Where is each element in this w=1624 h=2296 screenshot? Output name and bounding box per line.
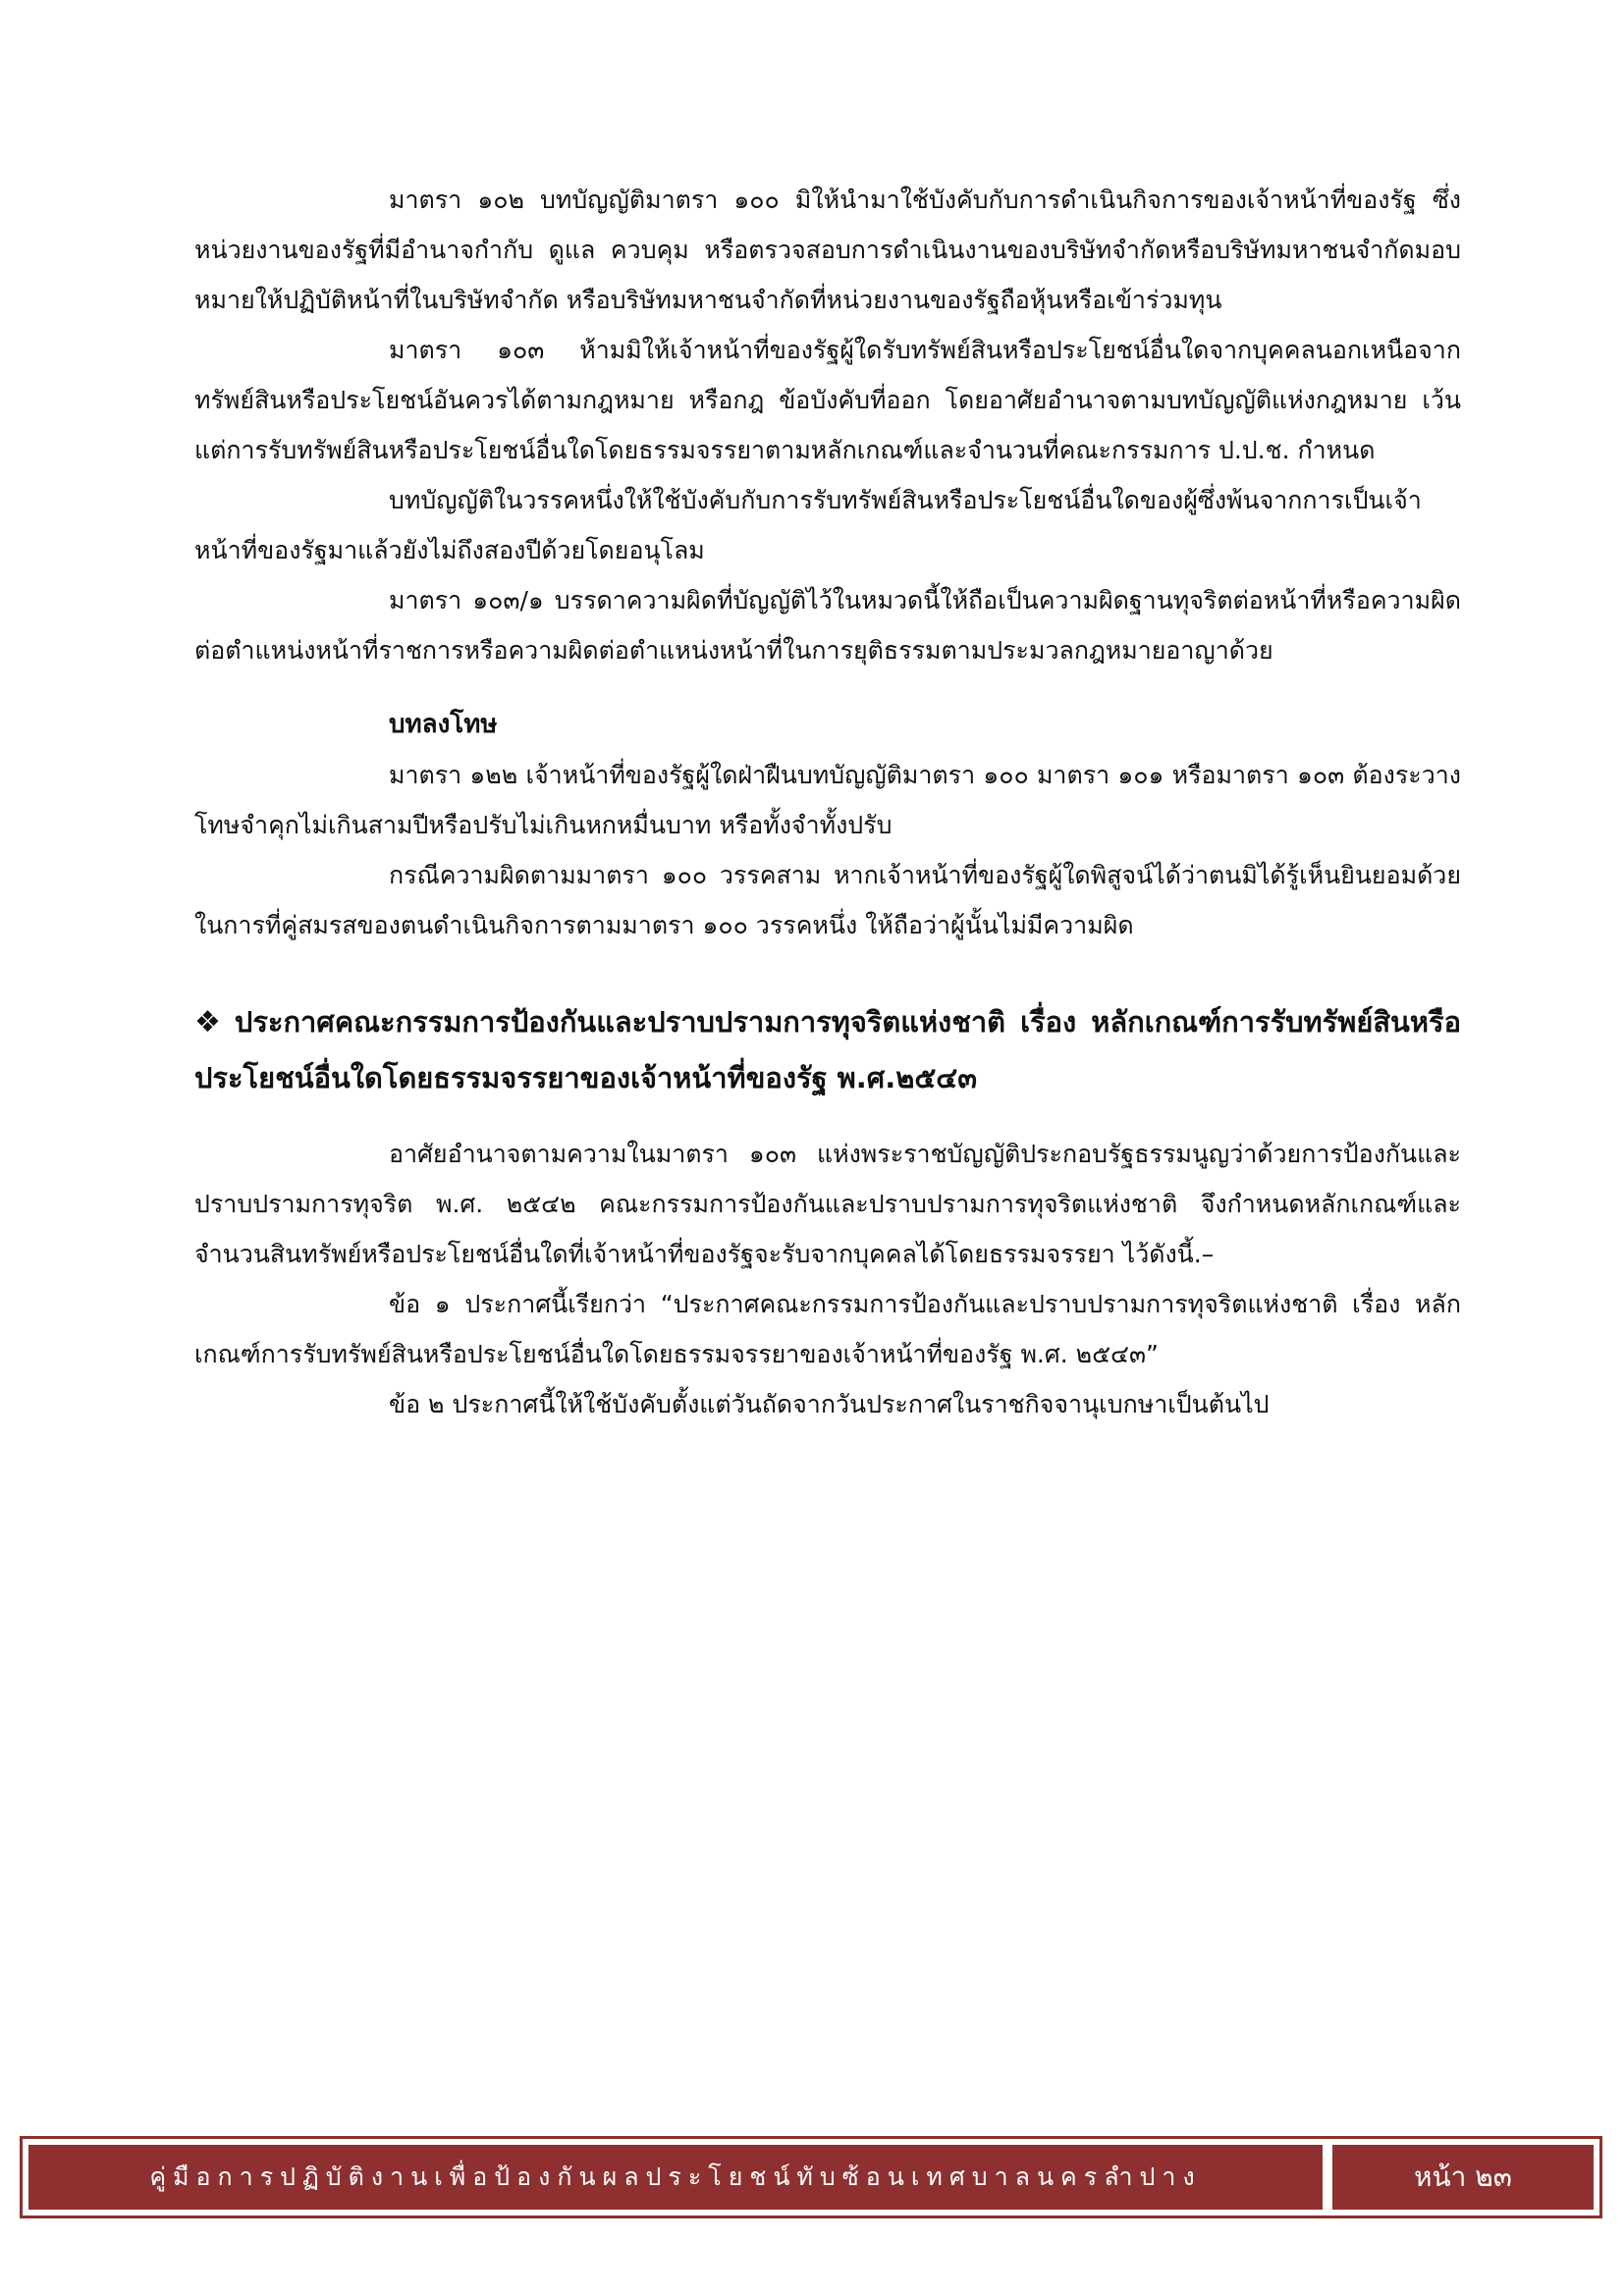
paragraph-section-100-spouse: กรณีความผิดตามมาตรา ๑๐๐ วรรคสาม หากเจ้าหน้าที่ของรัฐผู้ใดพิสูจน์ได้ว่าตนมิได้รู้เห็นยินยอมด้วยในการที่คู่สมรสของตนดำเนินกิจการตามมาตรา ๑๐๐ วรรคหนึ่ง ให้ถือว่าผู้นั้นไม่มีความผิด	[194, 861, 1461, 939]
paragraph-announcement-preamble: อาศัยอำนาจตามความในมาตรา ๑๐๓ แห่งพระราชบัญญัติประกอบรัฐธรรมนูญว่าด้วยการป้องกันและปราบปรามการทุจริต พ.ศ. ๒๕๔๒ คณะกรรมการป้องกันและปราบปรามการทุจริตแห่งชาติ จึงกำหนดหลักเกณฑ์และจำนวนสินทรัพย์หรือประโยชน์อื่นใดที่เจ้าหน้าที่ของรัฐจะรับจากบุคคลได้โดยธรรมจรรยา ไว้ดังนี้.–	[194, 1140, 1461, 1268]
paragraph-clause-1: ข้อ ๑ ประกาศนี้เรียกว่า “ประกาศคณะกรรมการป้องกันและปราบปรามการทุจริตแห่งชาติ เรื่อง หลักเกณฑ์การรับทรัพย์สินหรือประโยชน์อื่นใดโดยธรรมจรรยาของเจ้าหน้าที่ของรัฐ พ.ศ. ๒๕๔๓”	[194, 1290, 1461, 1368]
diamond-bullet-icon: ❖	[194, 1005, 221, 1040]
paragraph-clause-2: ข้อ ๒ ประกาศนี้ให้ใช้บังคับตั้งแต่วันถัดจากวันประกาศในราชกิจจานุเบกษาเป็นต้นไป	[389, 1390, 1270, 1418]
announcement-heading	[194, 994, 1461, 1105]
paragraph-section-102: มาตรา ๑๐๒ บทบัญญัติมาตรา ๑๐๐ มิให้นำมาใช้บังคับกับการดำเนินกิจการของเจ้าหน้าที่ของรัฐ ซึ่งหน่วยงานของรัฐที่มีอำนาจกำกับ ดูแล ควบคุม หรือตรวจสอบการดำเนินงานของบริษัทจำกัดหรือบริษัทมหาชนจำกัดมอบหมายให้ปฏิบัติหน้าที่ในบริษัทจำกัด หรือบริษัทมหาชนจำกัดที่หน่วยงานของรัฐถือหุ้นหรือเข้าร่วมทุน	[194, 186, 1461, 314]
paragraph-section-103-1: มาตรา ๑๐๓/๑ บรรดาความผิดที่บัญญัติไว้ในหมวดนี้ให้ถือเป็นความผิดฐานทุจริตต่อหน้าที่หรือความผิดต่อตำแหน่งหน้าที่ราชการหรือความผิดต่อตำแหน่งหน้าที่ในการยุติธรรมตามประมวลกฎหมายอาญาด้วย	[194, 586, 1461, 665]
paragraph-section-103-clause-2: บทบัญญัติในวรรคหนึ่งให้ใช้บังคับกับการรับทรัพย์สินหรือประโยชน์อื่นใดของผู้ซึ่งพ้นจากการเป็นเจ้าหน้าที่ของรัฐมาแล้วยังไม่ถึงสองปีด้วยโดยอนุโลม	[194, 486, 1422, 564]
page-footer	[20, 2136, 1602, 2218]
paragraph-section-122: มาตรา ๑๒๒ เจ้าหน้าที่ของรัฐผู้ใดฝ่าฝืนบทบัญญัติมาตรา ๑๐๐ มาตรา ๑๐๑ หรือมาตรา ๑๐๓ ต้องระวางโทษจำคุกไม่เกินสามปีหรือปรับไม่เกินหกหมื่นบาท หรือทั้งจำทั้งปรับ	[194, 761, 1461, 839]
footer-title: คู่มือการปฏิบัติงานเพื่อป้องกันผลประโยชน์ทับซ้อนเทศบาลนครลำปาง	[28, 2145, 1323, 2210]
announcement-heading-text: ประกาศคณะกรรมการป้องกันและปราบปรามการทุจริตแห่งชาติ เรื่อง หลักเกณฑ์การรับทรัพย์สินหรือประโยชน์อื่นใดโดยธรรมจรรยาของเจ้าหน้าที่ของรัฐ พ.ศ.๒๕๔๓	[194, 1005, 1461, 1095]
paragraph-section-103: มาตรา ๑๐๓ ห้ามมิให้เจ้าหน้าที่ของรัฐผู้ใดรับทรัพย์สินหรือประโยชน์อื่นใดจากบุคคลนอกเหนือจากทรัพย์สินหรือประโยชน์อันควรได้ตามกฎหมาย หรือกฎ ข้อบังคับที่ออก โดยอาศัยอำนาจตามบทบัญญัติแห่งกฎหมาย เว้นแต่การรับทรัพย์สินหรือประโยชน์อื่นใดโดยธรรมจรรยาตามหลักเกณฑ์และจำนวนที่คณะกรรมการ ป.ป.ช. กำหนด	[194, 336, 1461, 464]
footer-page-number: หน้า ๒๓	[1332, 2145, 1594, 2210]
penalty-heading: บทลงโทษ	[389, 710, 498, 739]
document-body	[194, 175, 1461, 1429]
